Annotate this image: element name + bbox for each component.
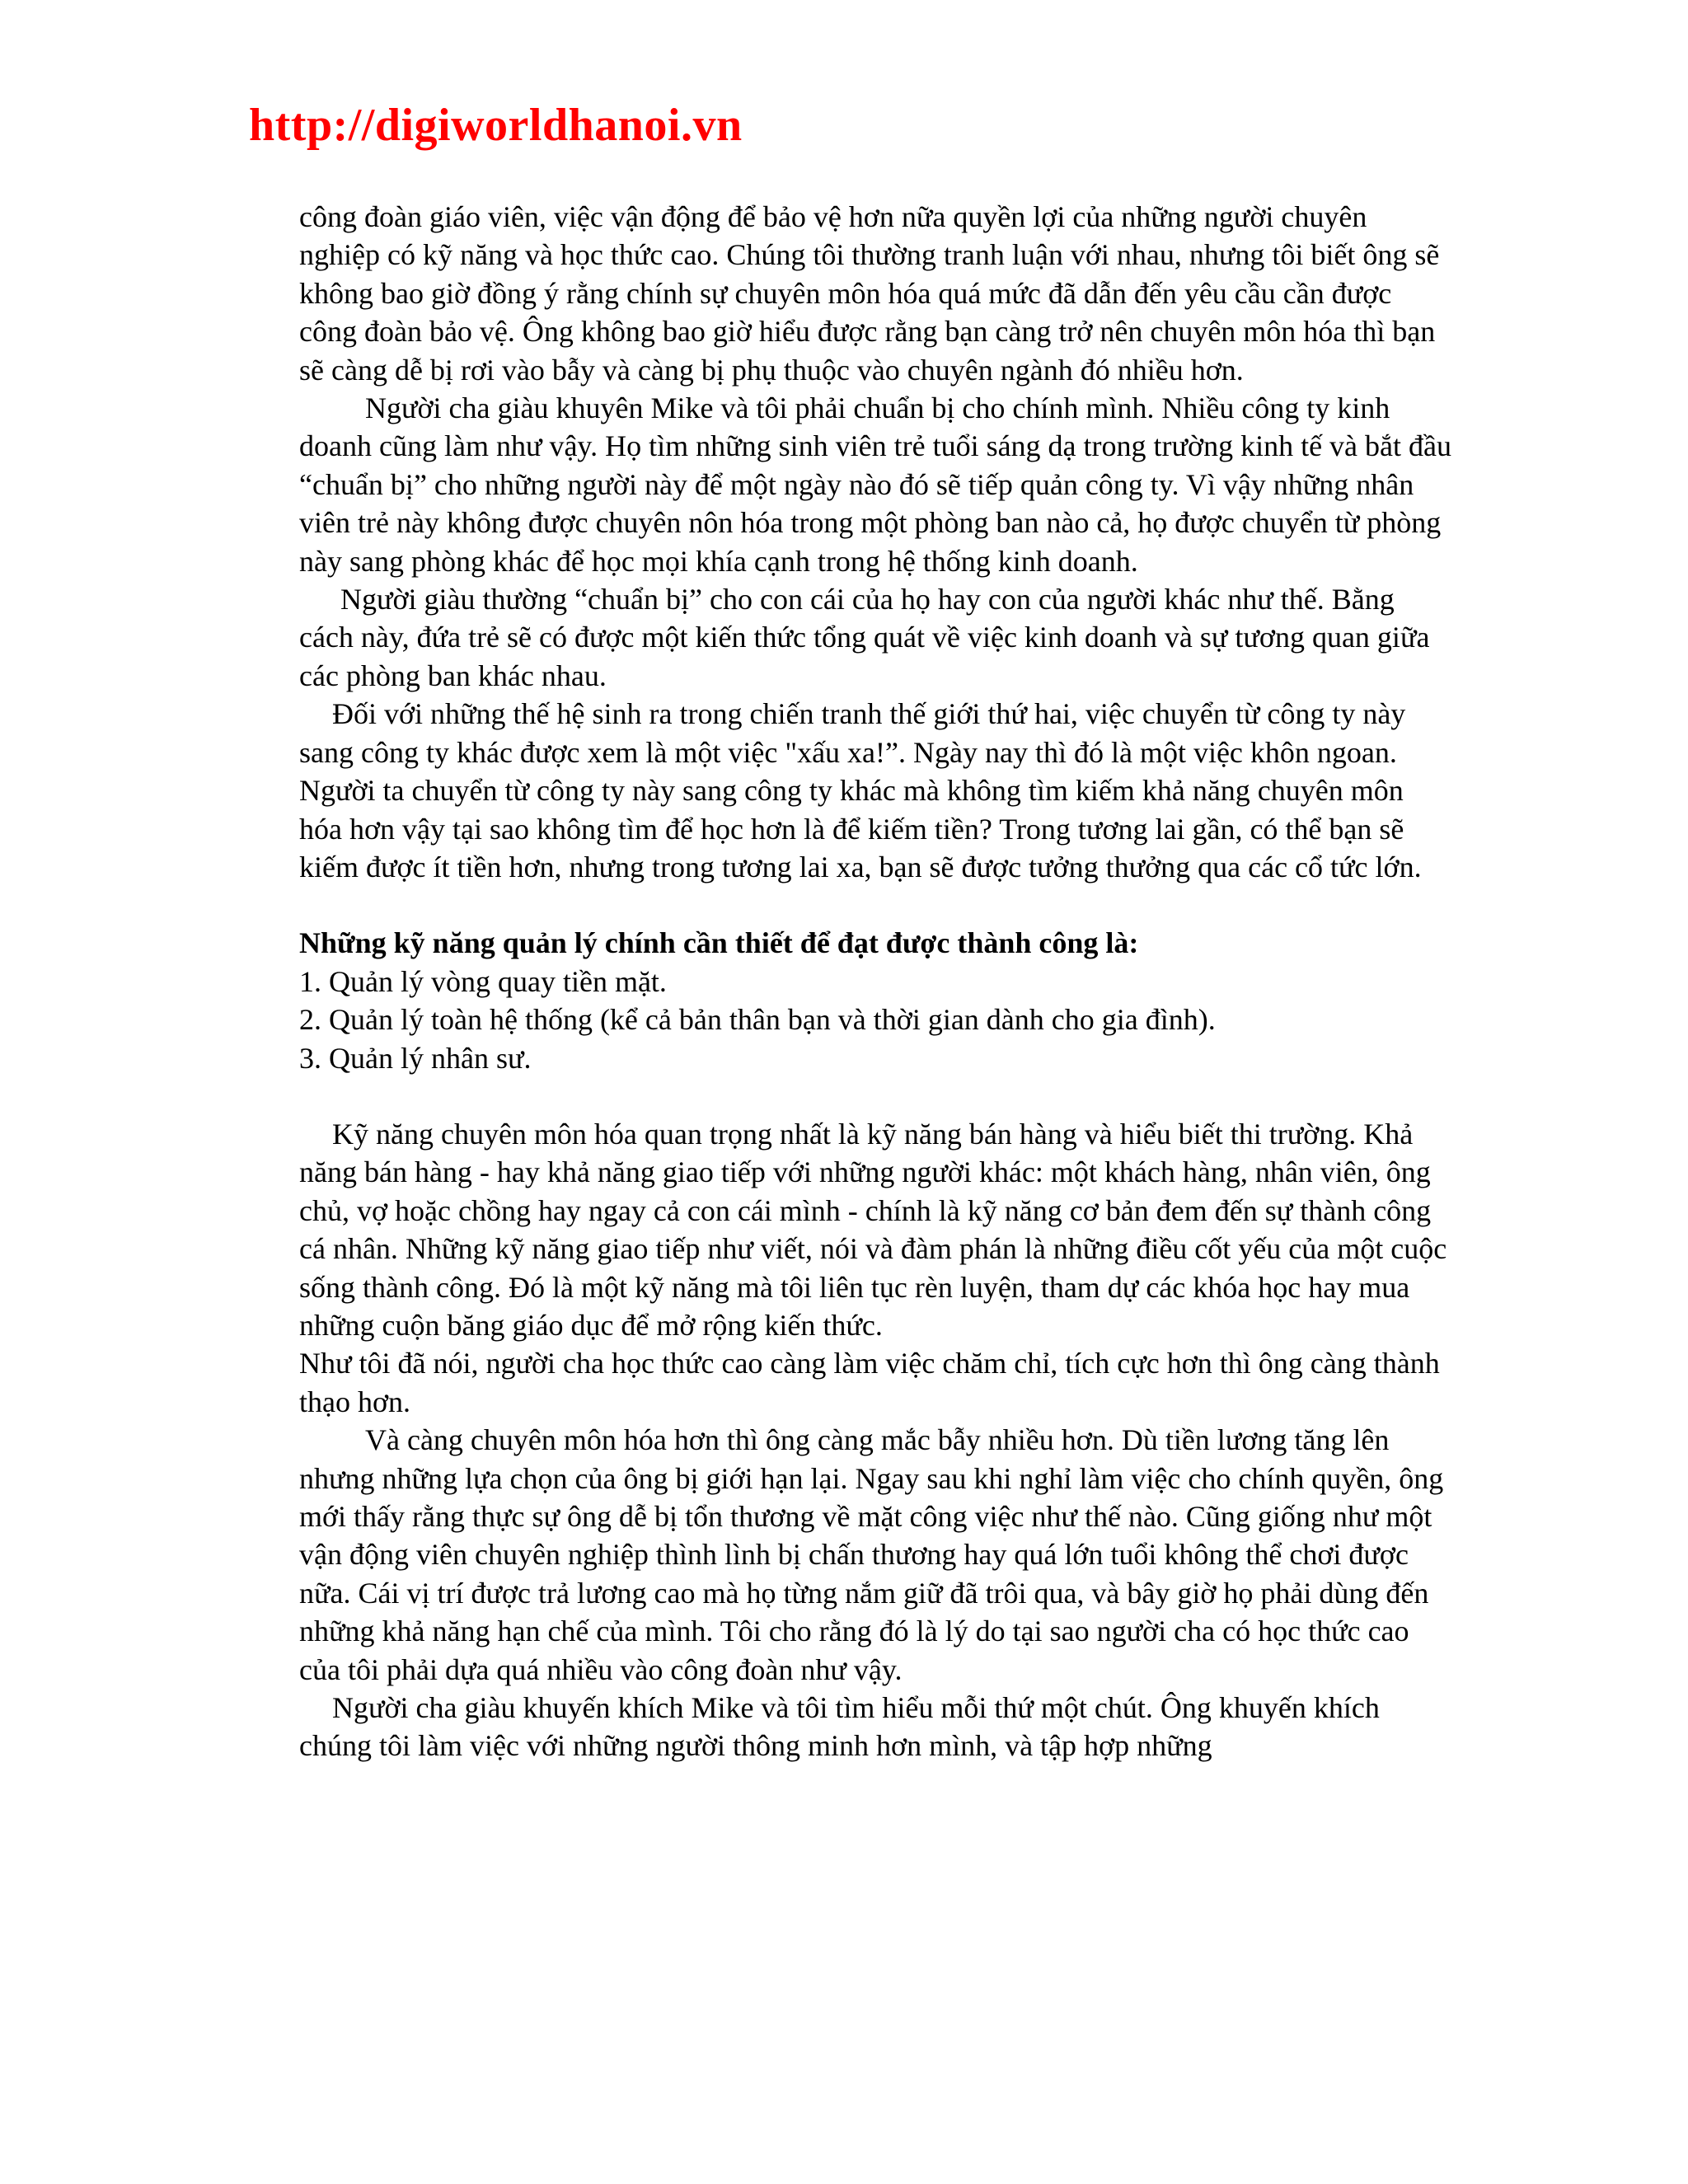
section-heading: Những kỹ năng quản lý chính cần thiết để đạt được thành công là: — [299, 926, 1139, 960]
list-item-1: 1. Quản lý vòng quay tiền mặt. — [299, 964, 667, 998]
paragraph-8: Người cha giàu khuyến khích Mike và tôi tìm hiểu mỗi thứ một chút. Ông khuyến khích chúng tôi làm việc với những người thông minh hơn mình, và tập hợp những — [299, 1691, 1380, 1763]
list-item-2: 2. Quản lý toàn hệ thống (kể cả bản thân bạn và thời gian dành cho gia đình). — [299, 1003, 1216, 1037]
paragraph-2: Người cha giàu khuyên Mike và tôi phải chuẩn bị cho chính mình. Nhiều công ty kinh doanh cũng làm như vậy. Họ tìm những sinh viên trẻ tuổi sáng dạ trong trường kinh tế và bắt đầu “chuẩn bị” cho những người này để một ngày nào đó sẽ tiếp quản công ty. Vì vậy những nhân viên trẻ này không được chuyên nôn hóa trong một phòng ban nào cả, họ được chuyển từ phòng này sang phòng khác để học mọi khía cạnh trong hệ thống kinh doanh. — [299, 391, 1451, 578]
list-item-3: 3. Quản lý nhân sư. — [299, 1041, 532, 1075]
paragraph-5: Kỹ năng chuyên môn hóa quan trọng nhất là kỹ năng bán hàng và hiểu biết thi trường. Khả năng bán hàng - hay khả năng giao tiếp với những người khác: một khách hàng, nhân viên, ông chủ, vợ hoặc chồng hay ngay cả con cái mình - chính là kỹ năng cơ bản đem đến sự thành công cá nhân. Những kỹ năng giao tiếp như viết, nói và đàm phán là những điều cốt yếu của một cuộc sống thành công. Đó là một kỹ năng mà tôi liên tục rèn luyện, tham dự các khóa học hay mua những cuộn băng giáo dục để mở rộng kiến thức. — [299, 1117, 1447, 1342]
spacer — [299, 886, 1453, 924]
paragraph-3: Người giàu thường “chuẩn bị” cho con cái của họ hay con của người khác như thế. Bằng cách này, đứa trẻ sẽ có được một kiến thức tổng quát về việc kinh doanh và sự tương quan giữa các phòng ban khác nhau. — [299, 583, 1430, 692]
document-body — [299, 198, 1453, 1765]
spacer — [299, 1077, 1453, 1115]
paragraph-4: Đối với những thế hệ sinh ra trong chiến tranh thế giới thứ hai, việc chuyển từ công ty này sang công ty khác được xem là một việc "xấu xa!”. Ngày nay thì đó là một việc khôn ngoan. Người ta chuyển từ công ty này sang công ty khác mà không tìm kiếm khả năng chuyên môn hóa hơn vậy tại sao không tìm để học hơn là để kiếm tiền? Trong tương lai gần, có thể bạn sẽ kiếm được ít tiền hơn, nhưng trong tương lai xa, bạn sẽ được tưởng thưởng qua các cổ tức lớn. — [299, 697, 1422, 883]
paragraph-6: Như tôi đã nói, người cha học thức cao càng làm việc chăm chỉ, tích cực hơn thì ông càng thành thạo hơn. — [299, 1347, 1440, 1418]
site-url-header[interactable]: http://digiworldhanoi.vn — [249, 100, 743, 151]
paragraph-1: công đoàn giáo viên, việc vận động để bảo vệ hơn nữa quyền lợi của những người chuyên nghiệp có kỹ năng và học thức cao. Chúng tôi thường tranh luận với nhau, nhưng tôi biết ông sẽ không bao giờ đồng ý rằng chính sự chuyên môn hóa quá mức đã dẫn đến yêu cầu cần được công đoàn bảo vệ. Ông không bao giờ hiểu được rằng bạn càng trở nên chuyên môn hóa thì bạn sẽ càng dễ bị rơi vào bẫy và càng bị phụ thuộc vào chuyên ngành đó nhiều hơn. — [299, 200, 1440, 387]
paragraph-7: Và càng chuyên môn hóa hơn thì ông càng mắc bẫy nhiều hơn. Dù tiền lương tăng lên nhưng những lựa chọn của ông bị giới hạn lại. Ngay sau khi nghỉ làm việc cho chính quyền, ông mới thấy rằng thực sự ông dễ bị tổn thương về mặt công việc như thế nào. Cũng giống như một vận động viên chuyên nghiệp thình lình bị chấn thương hay quá lớn tuổi không thể chơi được nữa. Cái vị trí được trả lương cao mà họ từng nắm giữ đã trôi qua, và bây giờ họ phải dùng đến những khả năng hạn chế của mình. Tôi cho rằng đó là lý do tại sao người cha có học thức cao của tôi phải dựa quá nhiều vào công đoàn như vậy. — [299, 1423, 1444, 1686]
